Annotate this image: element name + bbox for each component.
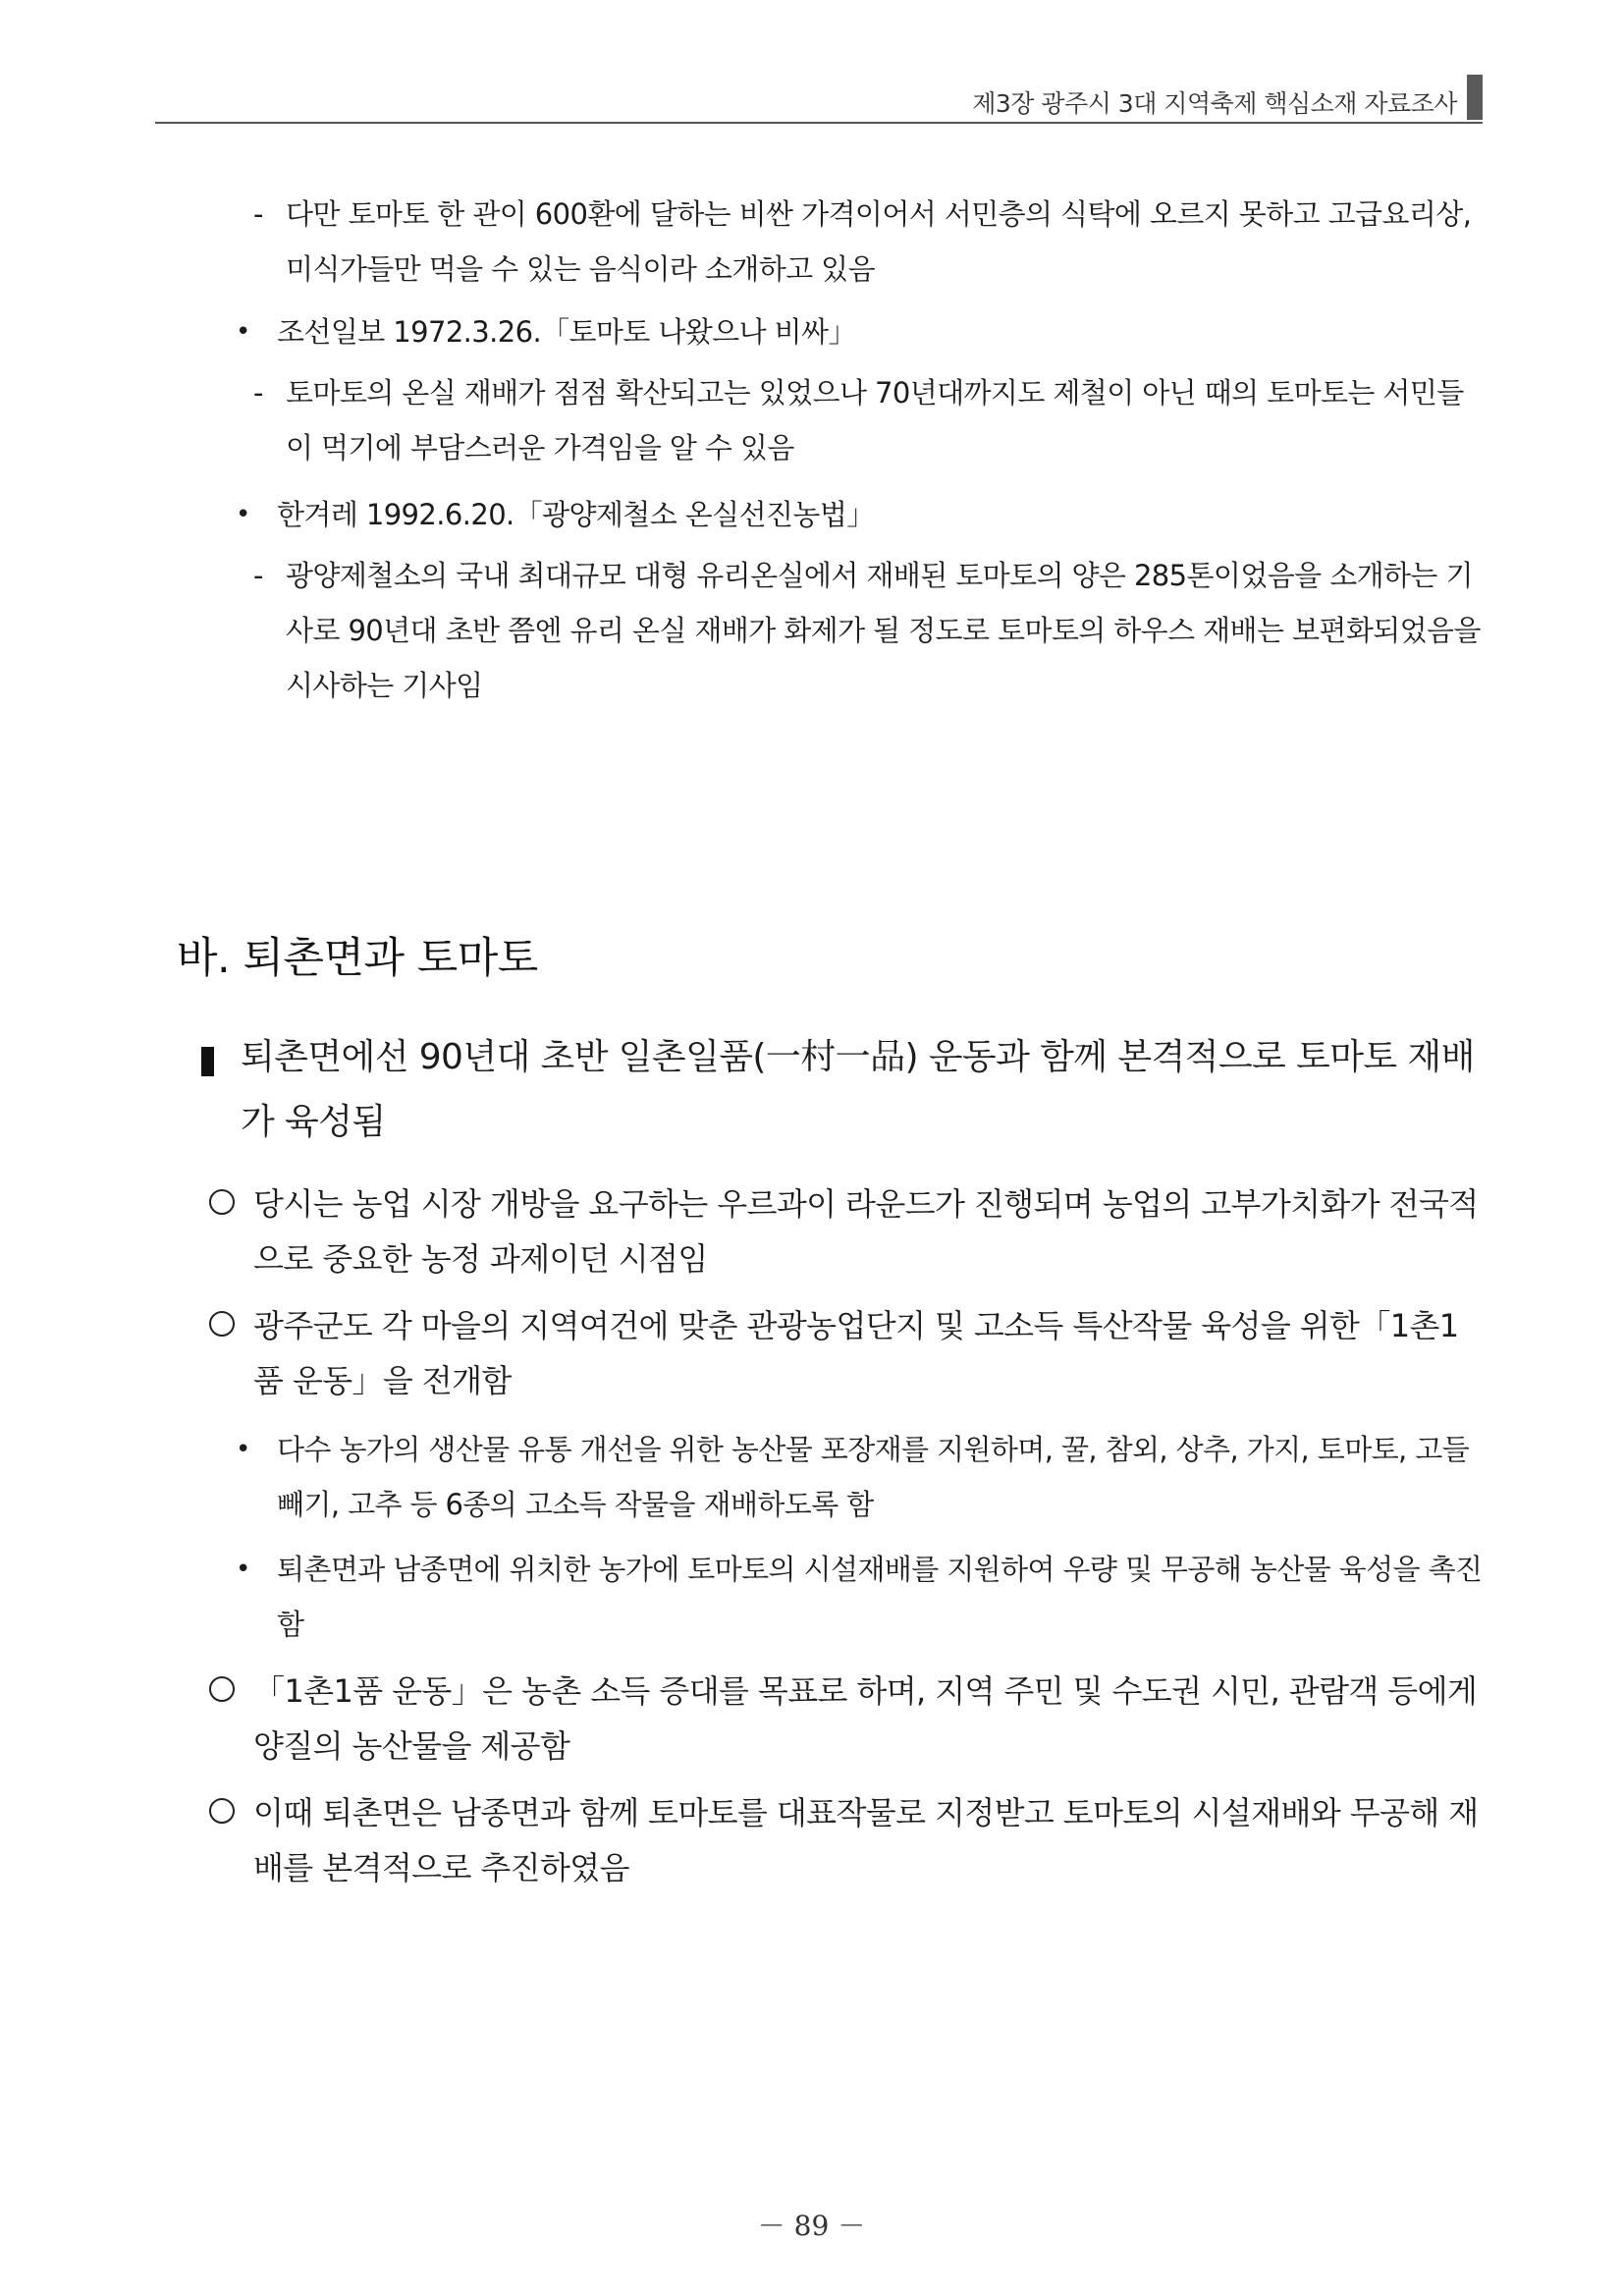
dash-item-text: 다만 토마토 한 관이 600환에 달하는 비싼 가격이어서 서민층의 식탁에 오르지 못하고 고급요리상, 미식가들만 먹을 수 있는 음식이라 소개하고 있음 — [286, 197, 1472, 286]
section-title: 바. 퇴촌면과 토마토 — [177, 934, 538, 983]
circle-bullet-icon — [209, 1311, 235, 1337]
bullet-item-1: • 조선일보 1972.3.26.「토마토 나왔으나 비싸」 — [236, 304, 1483, 359]
circle-item-text: 이때 퇴촌면은 남종면과 함께 토마토를 대표작물로 지정받고 토마토의 시설재배와 무공해 재배를 본격적으로 추진하였음 — [253, 1794, 1479, 1886]
circle-item-text: 당시는 농업 시장 개방을 요구하는 우르과이 라운드가 진행되며 농업의 고부가치화가 전국적으로 중요한 농정 과제이던 시점임 — [253, 1185, 1479, 1278]
bullet-item-text: 한겨레 1992.6.20.「광양제철소 온실선진농법」 — [277, 498, 875, 531]
dash-item-1: - 다만 토마토 한 관이 600환에 달하는 비싼 가격이어서 서민층의 식탁에 오르지 못하고 고급요리상, 미식가들만 먹을 수 있는 음식이라 소개하고 있음 — [253, 187, 1481, 297]
sub-bullet-item-1: • 다수 농가의 생산물 유통 개선을 위한 농산물 포장재를 지원하며, 꿀, 참외, 상추, 가지, 토마토, 고들빼기, 고추 등 6종의 고소득 작물을 재배하도록 함 — [236, 1422, 1483, 1532]
circle-bullet-icon — [209, 1798, 235, 1824]
circle-bullet-icon — [209, 1189, 235, 1215]
header-title: 제3장 광주시 3대 지역축제 핵심소재 자료조사 — [972, 89, 1457, 118]
dash-item-3: - 광양제철소의 국내 최대규모 대형 유리온실에서 재배된 토마토의 양은 285톤이었음을 소개하는 기사로 90년대 초반 쯤엔 유리 온실 재배가 화제가 될 정도로 토마토의 하우스 재배는 보편화되었음을 시사하는 기사임 — [253, 548, 1481, 713]
sub-bullet-text: 퇴촌면과 남종면에 위치한 농가에 토마토의 시설재배를 지원하여 우량 및 무공해 농산물 육성을 촉진함 — [277, 1553, 1483, 1641]
bullet-item-text: 조선일보 1972.3.26.「토마토 나왔으나 비싸」 — [277, 315, 856, 349]
circle-item-2 — [209, 1298, 1483, 1408]
dash-item-text: 토마토의 온실 재배가 점점 확산되고는 있었으나 70년대까지도 제철이 아닌 때의 토마토는 서민들이 먹기에 부담스러운 가격임을 알 수 있음 — [286, 376, 1464, 465]
bullet-item-2: • 한겨레 1992.6.20.「광양제철소 온실선진농법」 — [236, 487, 1483, 542]
circle-item-4 — [209, 1785, 1483, 1895]
header-bar — [1467, 75, 1483, 120]
section-headline — [201, 1025, 1483, 1155]
circle-bullet-icon — [209, 1676, 235, 1702]
sub-bullet-text: 다수 농가의 생산물 유통 개선을 위한 농산물 포장재를 지원하며, 꿀, 참외, 상추, 가지, 토마토, 고들빼기, 고추 등 6종의 고소득 작물을 재배하도록 함 — [277, 1433, 1470, 1521]
circle-item-1 — [209, 1176, 1483, 1286]
square-bullet-icon — [201, 1047, 214, 1076]
page-number: － 89 － — [757, 2210, 866, 2242]
dash-item-2: - 토마토의 온실 재배가 점점 확산되고는 있었으나 70년대까지도 제철이 아닌 때의 토마토는 서민들이 먹기에 부담스러운 가격임을 알 수 있음 — [253, 365, 1481, 475]
page-header — [155, 75, 1483, 124]
dash-item-text: 광양제철소의 국내 최대규모 대형 유리온실에서 재배된 토마토의 양은 285톤이었음을 소개하는 기사로 90년대 초반 쯤엔 유리 온실 재배가 화제가 될 정도로 토마토의 하우스 재배는 보편화되었음을 시사하는 기사임 — [286, 559, 1481, 702]
circle-item-text: 광주군도 각 마을의 지역여건에 맞춘 관광농업단지 및 고소득 특산작물 육성을 위한「1촌1품 운동」을 전개함 — [253, 1307, 1459, 1399]
sub-bullet-item-2: • 퇴촌면과 남종면에 위치한 농가에 토마토의 시설재배를 지원하여 우량 및 무공해 농산물 육성을 촉진함 — [236, 1542, 1483, 1652]
circle-item-3 — [209, 1664, 1483, 1774]
headline-text: 퇴촌면에선 90년대 초반 일촌일품(一村一品) 운동과 함께 본격적으로 토마토 재배가 육성됨 — [241, 1037, 1475, 1142]
circle-item-text: 「1촌1품 운동」은 농촌 소득 증대를 목표로 하며, 지역 주민 및 수도권 시민, 관람객 등에게 양질의 농산물을 제공함 — [253, 1672, 1478, 1765]
